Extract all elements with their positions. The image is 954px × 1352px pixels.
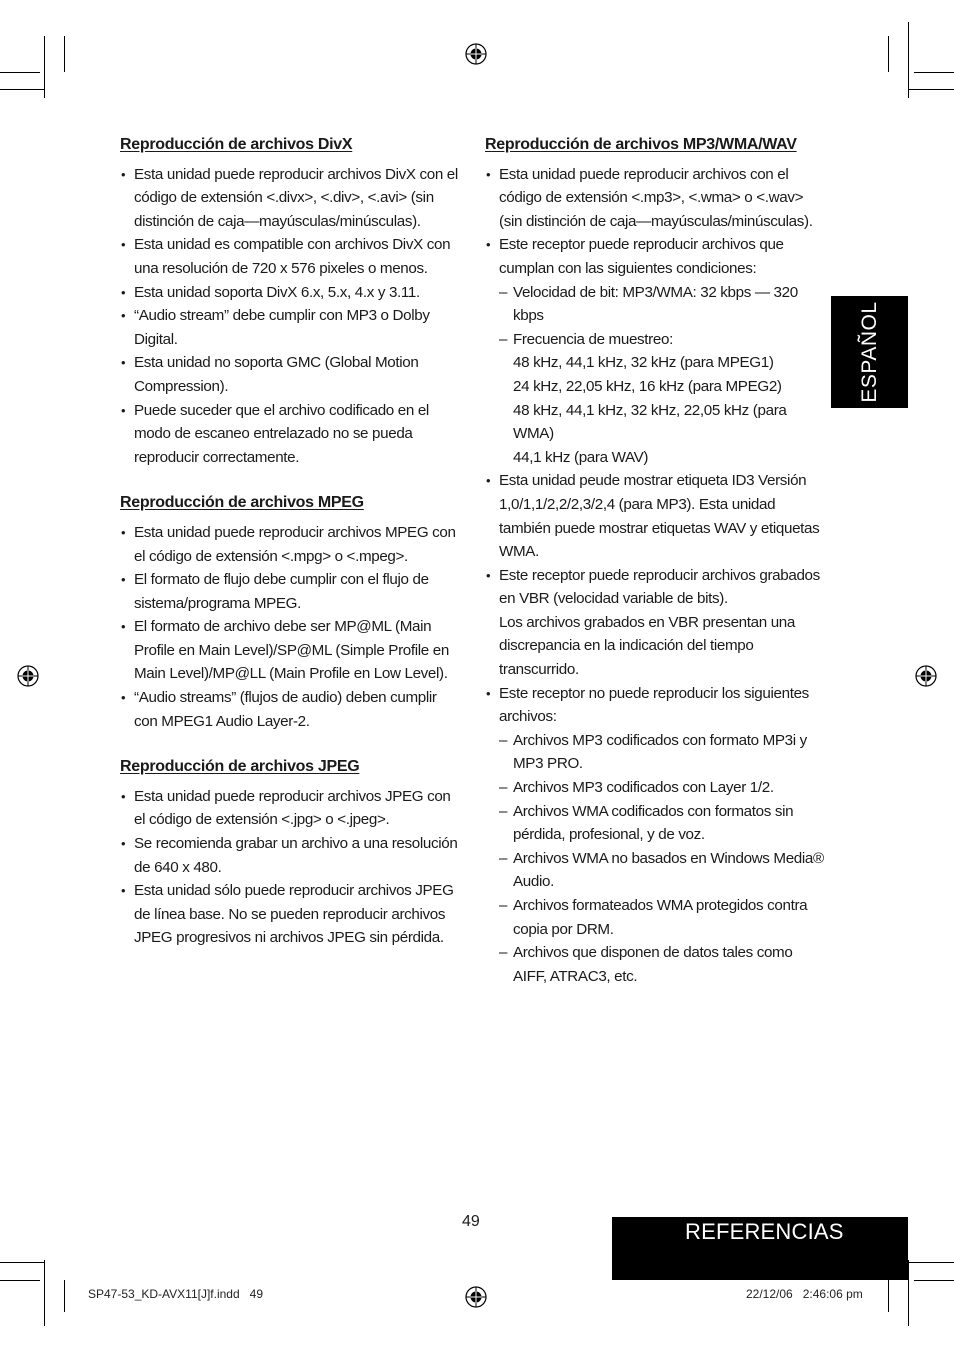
- crop-mark: [44, 36, 45, 98]
- crop-mark: [908, 1260, 909, 1326]
- sub-list: [499, 729, 825, 989]
- crop-mark: [888, 36, 889, 72]
- registration-mark-icon: [915, 665, 937, 687]
- list-item: • Puede suceder que el archivo codificado en el modo de escaneo entrelazado no se pueda reproducir correctamente.: [120, 399, 458, 470]
- crop-mark: [0, 72, 40, 73]
- list-item: • Esta unidad puede reproducir archivos con el código de extensión <.mp3>, <.wma> o <.wav> (sin distinción de caja—mayúsculas/minúsculas).: [485, 163, 825, 234]
- section-mpeg: [120, 491, 458, 733]
- list-item-note: Los archivos grabados en VBR presentan una discrepancia en la indicación del tiempo transcurrido.: [499, 613, 795, 679]
- list-item: • Esta unidad sólo puede reproducir archivos JPEG de línea base. No se pueden reproducir archivos JPEG progresivos ni archivos JPEG sin pérdida.: [120, 879, 458, 950]
- sub-list-item: – Archivos MP3 codificados con Layer 1/2.: [499, 776, 825, 800]
- list-item: • Esta unidad puede reproducir archivos DivX con el código de extensión <.divx>, <.div>, <.avi> (sin distinción de caja—mayúsculas/minúsculas).: [120, 163, 458, 234]
- list-item: • Esta unidad puede reproducir archivos MPEG con el código de extensión <.mpg> o <.mpeg>.: [120, 521, 458, 568]
- crop-mark: [908, 89, 954, 90]
- frequency-line: 44,1 kHz (para WAV): [513, 448, 649, 466]
- bullet-list: [120, 521, 458, 733]
- list-item: [485, 564, 825, 682]
- list-item: • Esta unidad peude mostrar etiqueta ID3 Versión 1,0/1,1/2,2/2,3/2,4 (para MP3). Esta unidad también puede mostrar etiquetas WAV y etiquetas WMA.: [485, 469, 825, 563]
- section-divx: [120, 133, 458, 469]
- list-item-text: Este receptor no puede reproducir los siguientes archivos:: [499, 684, 809, 726]
- frequency-line: 48 kHz, 44,1 kHz, 32 kHz (para MPEG1): [513, 354, 774, 372]
- section-tab-label: REFERENCIAS: [685, 1219, 844, 1244]
- crop-mark: [0, 89, 44, 90]
- sub-list-item: – Archivos que disponen de datos tales como AIFF, ATRAC3, etc.: [499, 941, 825, 988]
- crop-mark: [44, 1260, 45, 1326]
- list-item: • Esta unidad puede reproducir archivos JPEG con el código de extensión <.jpg> o <.jpeg>.: [120, 785, 458, 832]
- sub-list-item-title: – Frecuencia de muestreo:: [513, 330, 673, 348]
- list-item: • Esta unidad soporta DivX 6.x, 5.x, 4.x y 3.11.: [120, 281, 458, 305]
- footer-datetime: 22/12/06 2:46:06 pm: [746, 1287, 863, 1301]
- crop-mark: [914, 1280, 954, 1281]
- page-number: 49: [462, 1213, 480, 1230]
- registration-mark-icon: [465, 1286, 487, 1308]
- sub-list-item: – Archivos MP3 codificados con formato MP3i y MP3 PRO.: [499, 729, 825, 776]
- list-item-text: Este receptor puede reproducir archivos grabados en VBR (velocidad variable de bits).: [499, 566, 820, 608]
- sub-list-item: – Archivos WMA codificados con formatos sin pérdida, profesional, y de voz.: [499, 800, 825, 847]
- footer-file-name: SP47-53_KD-AVX11[J]f.indd 49: [88, 1287, 263, 1301]
- bullet-list: [120, 163, 458, 470]
- sub-list-item: [499, 328, 825, 470]
- section-heading: Reproducción de archivos MPEG: [120, 494, 364, 512]
- list-item: • Esta unidad es compatible con archivos DivX con una resolución de 720 x 576 pixeles o menos.: [120, 233, 458, 280]
- crop-mark: [908, 1262, 954, 1263]
- sub-list-item: – Velocidad de bit: MP3/WMA: 32 kbps — 320 kbps: [499, 281, 825, 328]
- crop-mark: [0, 1280, 40, 1281]
- left-column: [120, 133, 458, 972]
- right-column: [485, 133, 825, 1010]
- sub-list-item: – Archivos formateados WMA protegidos contra copia por DRM.: [499, 894, 825, 941]
- list-item: [485, 682, 825, 989]
- sub-list-item: – Archivos WMA no basados en Windows Media® Audio.: [499, 847, 825, 894]
- section-mp3-wma-wav: [485, 133, 825, 988]
- language-tab-label: ESPAÑOL: [857, 301, 881, 403]
- list-item: • “Audio stream” debe cumplir con MP3 o Dolby Digital.: [120, 304, 458, 351]
- bullet-list: [120, 785, 458, 950]
- crop-mark: [64, 1280, 65, 1312]
- crop-mark: [0, 1262, 44, 1263]
- list-item: • Esta unidad no soporta GMC (Global Motion Compression).: [120, 351, 458, 398]
- crop-mark: [888, 1280, 889, 1312]
- frequency-line: 24 kHz, 22,05 kHz, 16 kHz (para MPEG2): [513, 377, 782, 395]
- sub-list: [499, 281, 825, 470]
- section-heading: Reproducción de archivos JPEG: [120, 758, 360, 776]
- section-heading: Reproducción de archivos DivX: [120, 136, 353, 153]
- section-heading: Reproducción de archivos MP3/WMA/WAV: [485, 136, 797, 153]
- crop-mark: [64, 36, 65, 72]
- language-tab: [831, 296, 908, 408]
- bullet-list: [485, 163, 825, 989]
- list-item: [485, 233, 825, 469]
- list-item: • Se recomienda grabar un archivo a una resolución de 640 x 480.: [120, 832, 458, 879]
- list-item: • “Audio streams” (flujos de audio) deben cumplir con MPEG1 Audio Layer-2.: [120, 686, 458, 733]
- frequency-line: 48 kHz, 44,1 kHz, 32 kHz, 22,05 kHz (para WMA): [513, 401, 787, 443]
- list-item-text: Este receptor puede reproducir archivos que cumplan con las siguientes condiciones:: [499, 236, 784, 277]
- crop-mark: [914, 72, 954, 73]
- crop-mark: [908, 22, 909, 98]
- section-tab: [612, 1217, 908, 1280]
- list-item: • El formato de archivo debe ser MP@ML (Main Profile en Main Level)/SP@ML (Simple Profile en Main Level)/MP@LL (Main Profile en Low Level).: [120, 615, 458, 686]
- list-item: • El formato de flujo debe cumplir con el flujo de sistema/programa MPEG.: [120, 568, 458, 615]
- registration-mark-icon: [465, 43, 487, 65]
- registration-mark-icon: [17, 665, 39, 687]
- section-jpeg: [120, 755, 458, 950]
